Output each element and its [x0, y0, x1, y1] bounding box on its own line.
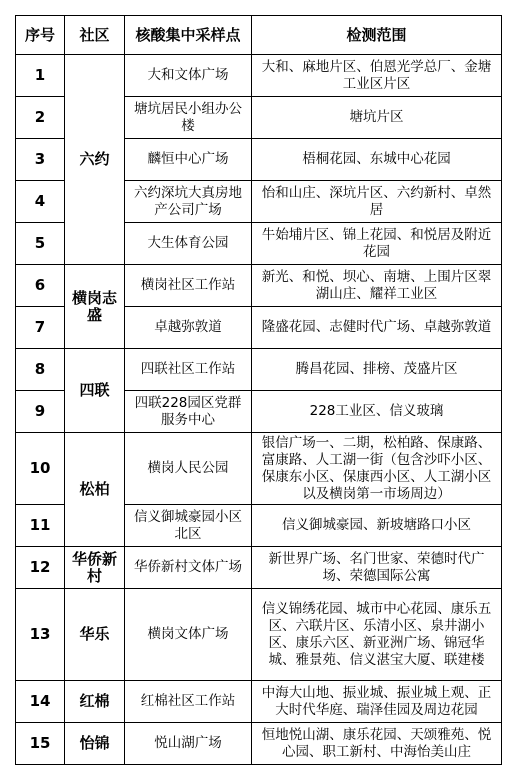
row-number: 3	[16, 139, 65, 181]
range-cell: 牛始埔片区、锦上花园、和悦居及附近花园	[252, 223, 502, 265]
table-row	[16, 723, 502, 765]
community-cell: 横岗志盛	[65, 265, 125, 349]
site-cell: 四联社区工作站	[125, 349, 252, 391]
community-cell: 华乐	[65, 589, 125, 681]
range-cell: 梧桐花园、东城中心花园	[252, 139, 502, 181]
range-cell: 228工业区、信义玻璃	[252, 391, 502, 433]
table-row	[16, 265, 502, 307]
community-cell: 四联	[65, 349, 125, 433]
header-no: 序号	[16, 16, 65, 55]
table-row	[16, 681, 502, 723]
row-number: 5	[16, 223, 65, 265]
header-range: 检测范围	[252, 16, 502, 55]
table-row	[16, 433, 502, 505]
range-cell: 怡和山庄、深坑片区、六约新村、卓然居	[252, 181, 502, 223]
site-cell: 信义御城豪园小区北区	[125, 505, 252, 547]
row-number: 2	[16, 97, 65, 139]
site-cell: 六约深坑大真房地产公司广场	[125, 181, 252, 223]
table-row	[16, 547, 502, 589]
site-cell: 横岗文体广场	[125, 589, 252, 681]
row-number: 7	[16, 307, 65, 349]
row-number: 10	[16, 433, 65, 505]
table-row	[16, 589, 502, 681]
site-cell: 华侨新村文体广场	[125, 547, 252, 589]
community-cell: 松柏	[65, 433, 125, 547]
site-cell: 塘坑居民小组办公楼	[125, 97, 252, 139]
site-cell: 卓越弥敦道	[125, 307, 252, 349]
row-number: 13	[16, 589, 65, 681]
site-cell: 四联228园区党群服务中心	[125, 391, 252, 433]
range-cell: 银信广场一、二期，松柏路、保康路、富康路、人工湖一街（包含沙吓小区、保康东小区、保康西小区、人工湖小区以及横岗第一市场周边）	[252, 433, 502, 505]
row-number: 15	[16, 723, 65, 765]
community-cell: 华侨新村	[65, 547, 125, 589]
site-cell: 大和文体广场	[125, 55, 252, 97]
community-cell: 红棉	[65, 681, 125, 723]
row-number: 8	[16, 349, 65, 391]
range-cell: 腾昌花园、排榜、茂盛片区	[252, 349, 502, 391]
site-cell: 横岗人民公园	[125, 433, 252, 505]
row-number: 4	[16, 181, 65, 223]
range-cell: 隆盛花园、志健时代广场、卓越弥敦道	[252, 307, 502, 349]
table-row	[16, 55, 502, 97]
header-site: 核酸集中采样点	[125, 16, 252, 55]
community-cell: 怡锦	[65, 723, 125, 765]
row-number: 12	[16, 547, 65, 589]
site-cell: 悦山湖广场	[125, 723, 252, 765]
site-cell: 大生体育公园	[125, 223, 252, 265]
row-number: 1	[16, 55, 65, 97]
row-number: 9	[16, 391, 65, 433]
range-cell: 新光、和悦、坝心、南塘、上围片区翠湖山庄、耀祥工业区	[252, 265, 502, 307]
header-row	[16, 16, 502, 55]
site-cell: 红棉社区工作站	[125, 681, 252, 723]
community-cell: 六约	[65, 55, 125, 265]
range-cell: 信义御城豪园、新坡塘路口小区	[252, 505, 502, 547]
range-cell: 新世界广场、名门世家、荣德时代广场、荣德国际公寓	[252, 547, 502, 589]
header-community: 社区	[65, 16, 125, 55]
range-cell: 恒地悦山湖、康乐花园、天颂雅苑、悦心园、职工新村、中海怡美山庄	[252, 723, 502, 765]
site-cell: 麟恒中心广场	[125, 139, 252, 181]
range-cell: 大和、麻地片区、伯恩光学总厂、金塘工业区片区	[252, 55, 502, 97]
sampling-sites-table	[15, 15, 502, 765]
range-cell: 信义锦绣花园、城市中心花园、康乐五区、六联片区、乐清小区、泉井湖小区、康乐六区、新亚洲广场、锦冠华城、雅景苑、信义湛宝大厦、联建楼	[252, 589, 502, 681]
row-number: 6	[16, 265, 65, 307]
table-row	[16, 349, 502, 391]
site-cell: 横岗社区工作站	[125, 265, 252, 307]
range-cell: 中海大山地、振业城、振业城上观、正大时代华庭、瑞泽佳园及周边花园	[252, 681, 502, 723]
row-number: 14	[16, 681, 65, 723]
range-cell: 塘坑片区	[252, 97, 502, 139]
row-number: 11	[16, 505, 65, 547]
